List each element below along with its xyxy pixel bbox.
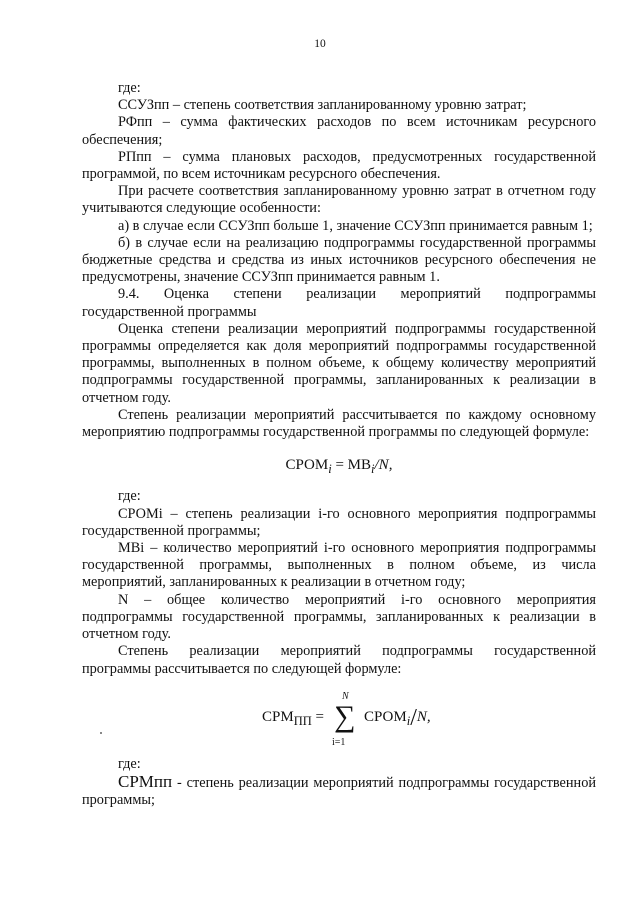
formula-srom: $СРОМ_i = МВ_i/N$,: [285, 457, 393, 477]
paragraph-formula-intro-1: Степень реализации мероприятий рассчитывается по каждому основному мероприятию подпрограммы государственной программы по следующей формуле:: [82, 406, 596, 441]
formula-srm: $СРМ_{ПП}$ = N ∑ i=1 $СРОМ_i/N$,: [82, 684, 596, 750]
paragraph-where-2: где:: [118, 488, 141, 505]
section-heading-9-4: 9.4. Оценка степени реализации мероприятий подпрограммы государственной программы: [82, 286, 596, 320]
feature-b: б) в случае если на реализацию подпрограммы государственной программы бюджетные средства и средства из иных источников ресурсного обеспечения не предусмотрены, значение ССУЗпп принимается равным 1.: [82, 234, 596, 286]
definition-ssuz: ССУЗпп – степень соответствия запланированному уровню затрат;: [118, 97, 527, 114]
definition-srm: СРМпп - степень реализации мероприятий подпрограммы государственной программы;: [82, 771, 596, 809]
sum-sign: ∑: [334, 699, 356, 733]
paragraph-where-1: где:: [118, 80, 141, 96]
definition-rp: РПпп – сумма плановых расходов, предусмотренных государственной программой, по всем источникам ресурсного обеспечения.: [82, 148, 596, 183]
sum-upper-limit: N: [342, 690, 349, 702]
formula-srom-lhs: СРОМ: [285, 457, 329, 474]
document-body: [82, 80, 596, 809]
sum-lower-limit: i=1: [332, 736, 346, 748]
page-number: 10: [314, 38, 326, 50]
paragraph-formula-intro-2: Степень реализации мероприятий подпрограммы государственной программы рассчитывается по следующей формуле:: [82, 643, 596, 677]
paragraph-where-3: где:: [118, 755, 141, 772]
feature-a: а) в случае если ССУЗпп больше 1, значение ССУЗпп принимается равным 1;: [118, 217, 593, 234]
definition-mv: МВi – количество мероприятий i-го основного мероприятия подпрограммы государственной программы, выполненных в полном объеме, из числа мероприятий, запланированных к реализации в отчетном году;: [82, 540, 596, 591]
paragraph-assessment: Оценка степени реализации мероприятий подпрограммы государственной программы определяется как доля мероприятий подпрограммы государственной программы, выполненных в полном объеме, к общему количеству мероприятий подпрограммы государственной программы, запланированных к реализации в отчетном году.: [82, 320, 596, 406]
paragraph-features-intro: При расчете соответствия запланированному уровню затрат в отчетном году учитываются следующие особенности:: [82, 183, 596, 217]
scan-speck: [100, 732, 102, 734]
definition-rf: РФпп – сумма фактических расходов по всем источникам ресурсного обеспечения;: [82, 114, 596, 148]
definition-n: N – общее количество мероприятий i-го основного мероприятия подпрограммы государственной программы, запланированных к реализации в отчетном году.: [82, 591, 596, 643]
definition-srom: СРОМi – степень реализации i-го основного мероприятия подпрограммы государственной программы;: [82, 505, 596, 539]
